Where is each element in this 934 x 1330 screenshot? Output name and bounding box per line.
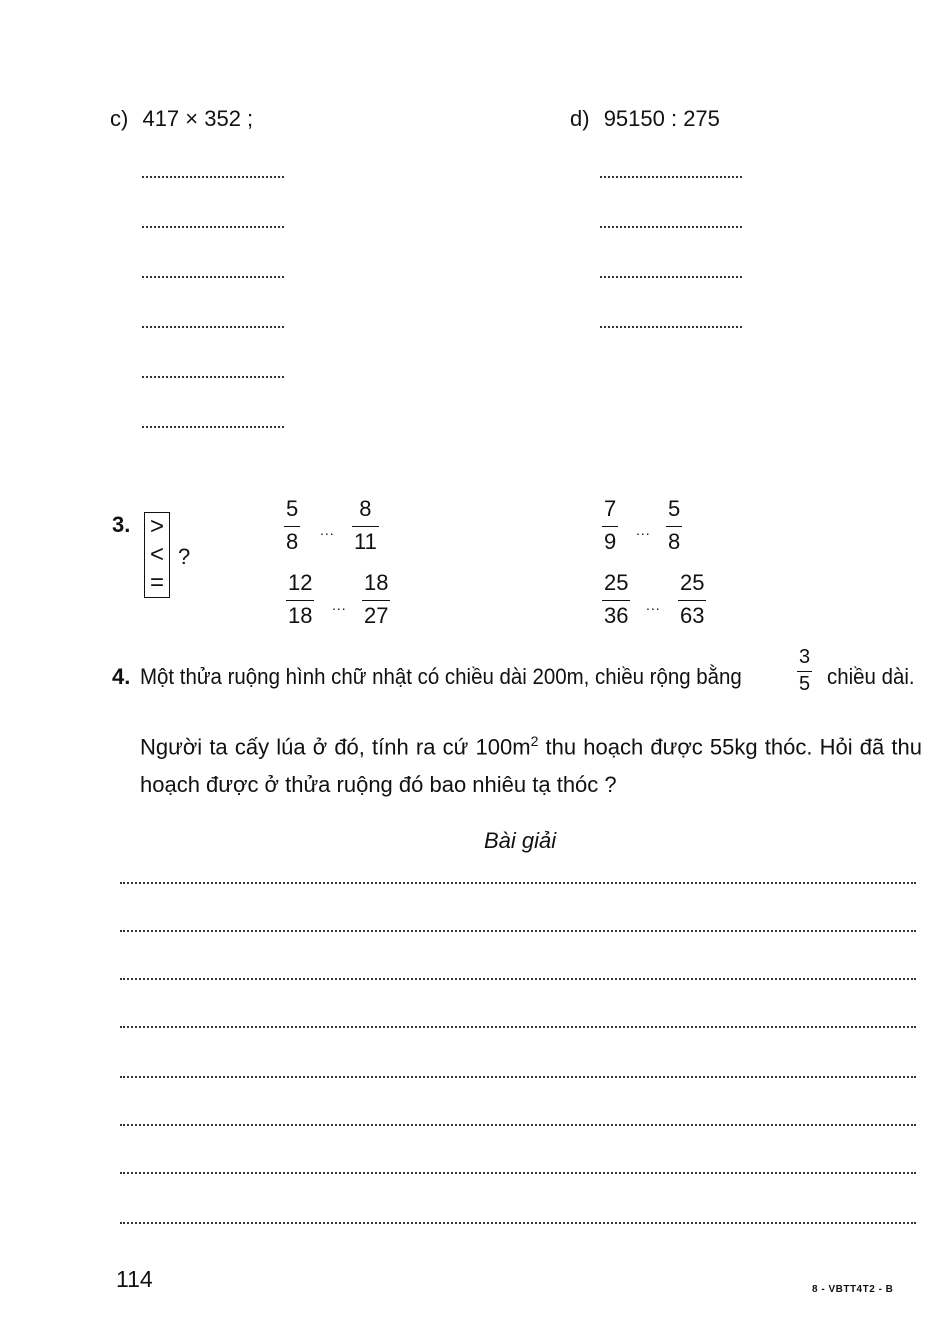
denominator: 5: [799, 673, 811, 695]
part-c-label: c): [110, 106, 129, 131]
exercise-4-number: 4.: [112, 664, 131, 689]
exercise-4-line-2-start: Người ta cấy lúa ở đó, tính ra cứ 100m: [140, 734, 531, 760]
denominator: 18: [288, 603, 313, 628]
exercise-4-line-3: hoạch được ở thửa ruộng đó bao nhiêu tạ thóc ?: [140, 772, 617, 797]
numerator: 7: [604, 496, 617, 521]
denominator: 8: [286, 529, 299, 554]
denominator: 27: [364, 603, 389, 628]
numerator: 5: [286, 496, 299, 521]
fraction: [666, 496, 682, 555]
answer-line-c[interactable]: [142, 326, 284, 328]
solution-line[interactable]: [120, 978, 916, 980]
part-d-expression: 95150 : 275: [603, 106, 720, 131]
denominator: 11: [354, 529, 377, 554]
fraction: [362, 570, 390, 629]
denominator: 9: [604, 529, 617, 554]
answer-line-c[interactable]: [142, 426, 284, 428]
fraction: [352, 496, 379, 555]
denominator: 63: [680, 603, 705, 628]
answer-line-c[interactable]: [142, 276, 284, 278]
numerator: 18: [364, 570, 389, 595]
compare-blank[interactable]: ...: [636, 522, 651, 538]
numerator: 25: [680, 570, 705, 595]
answer-line-c[interactable]: [142, 226, 284, 228]
fraction: [284, 496, 300, 555]
exercise-4-line-2: [140, 728, 922, 760]
part-d-heading: [570, 106, 720, 132]
comparison-signs-box: [144, 512, 170, 598]
part-c-heading: [110, 106, 253, 132]
fraction: [678, 570, 706, 629]
equals-sign: =: [149, 569, 164, 596]
less-than-sign: <: [149, 541, 164, 568]
fraction-three-fifths: [797, 646, 812, 695]
page-number: 114: [116, 1266, 153, 1292]
fraction: [602, 570, 630, 629]
exercise-3-question-mark: ?: [178, 544, 191, 569]
denominator: 8: [668, 529, 681, 554]
numerator: 25: [604, 570, 629, 595]
solution-line[interactable]: [120, 882, 916, 884]
answer-line-c[interactable]: [142, 376, 284, 378]
exponent: 2: [530, 733, 539, 749]
part-c-expression: 417 × 352 ;: [142, 106, 254, 131]
solution-line[interactable]: [120, 1026, 916, 1028]
solution-line[interactable]: [120, 930, 916, 932]
answer-line-d[interactable]: [600, 276, 742, 278]
part-d-label: d): [570, 106, 590, 131]
fraction: [286, 570, 314, 629]
compare-blank[interactable]: ...: [646, 597, 661, 613]
numerator: 12: [288, 570, 313, 595]
compare-blank[interactable]: ...: [320, 522, 335, 538]
exercise-4-line-2-end: thu hoạch được 55kg thóc. Hỏi đã thu: [538, 734, 922, 760]
fraction: [602, 496, 618, 555]
solution-line[interactable]: [120, 1076, 916, 1078]
solution-title: Bài giải: [484, 828, 557, 853]
exercise-4-line-1: Một thửa ruộng hình chữ nhật có chiều dài 200m, chiều rộng bằng: [140, 664, 742, 689]
answer-line-c[interactable]: [142, 176, 284, 178]
compare-blank[interactable]: ...: [332, 597, 347, 613]
numerator: 8: [359, 496, 372, 521]
answer-line-d[interactable]: [600, 176, 742, 178]
greater-than-sign: >: [149, 513, 164, 540]
solution-line[interactable]: [120, 1172, 916, 1174]
denominator: 36: [604, 603, 629, 628]
solution-line[interactable]: [120, 1222, 916, 1224]
numerator: 3: [799, 646, 811, 668]
answer-line-d[interactable]: [600, 226, 742, 228]
answer-line-d[interactable]: [600, 326, 742, 328]
solution-line[interactable]: [120, 1124, 916, 1126]
book-code: 8 - VBTT4T2 - B: [812, 1284, 894, 1295]
numerator: 5: [668, 496, 681, 521]
exercise-3-number: 3.: [112, 512, 131, 537]
exercise-4-line-1-end: chiều dài.: [827, 664, 915, 689]
